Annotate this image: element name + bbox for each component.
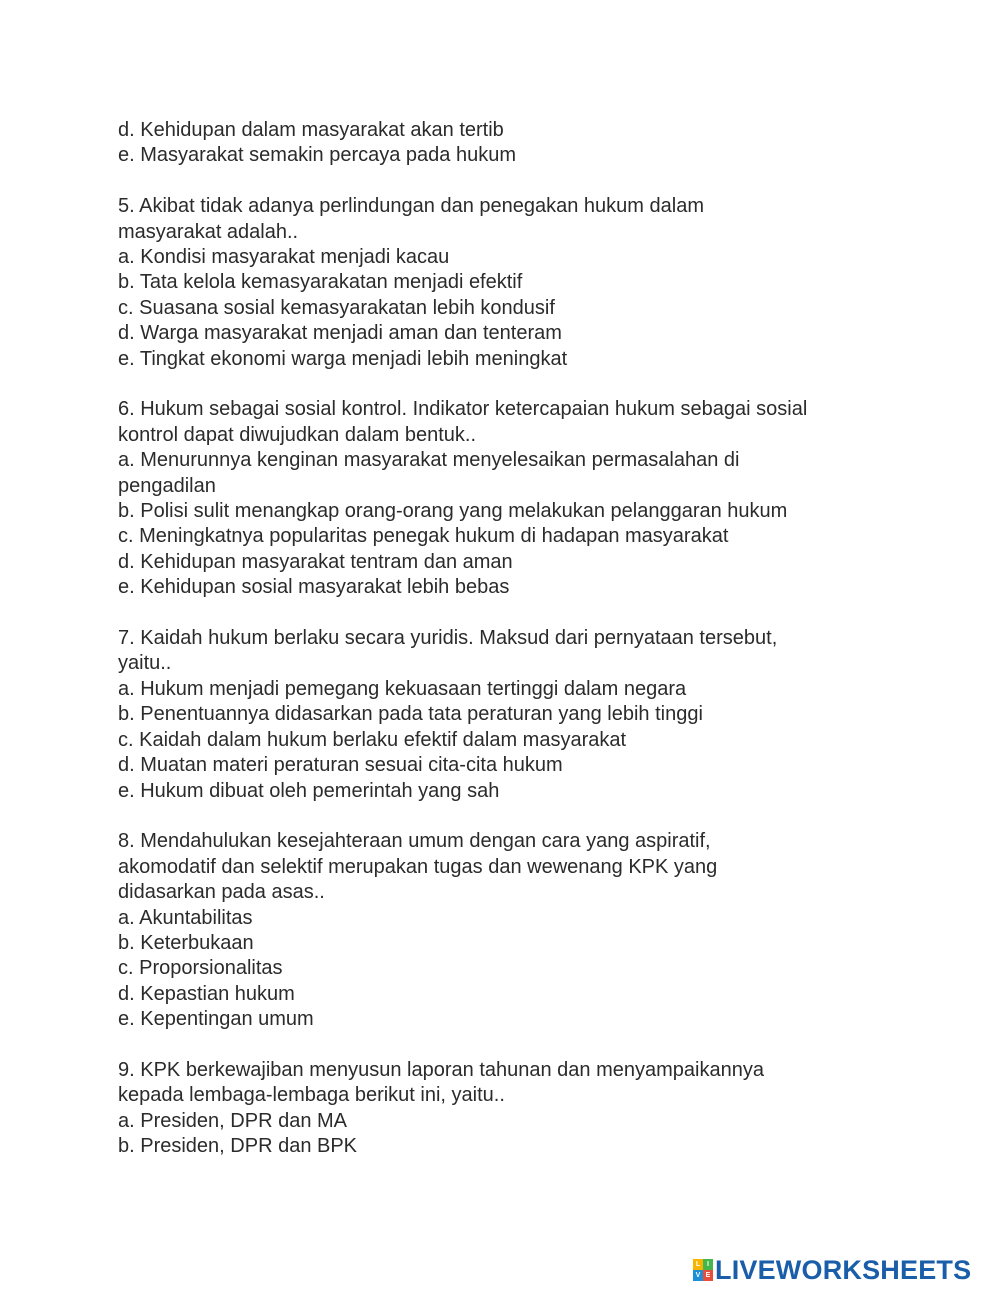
option-line: a. Menurunnya kenginan masyarakat menyelesaikan permasalahan di: [118, 449, 740, 472]
option-line: b. Tata kelola kemasyarakatan menjadi efektif: [118, 271, 523, 294]
logo-mark-letter: V: [693, 1270, 703, 1281]
option-line: d. Muatan materi peraturan sesuai cita-cita hukum: [118, 754, 563, 777]
question-text: yaitu..: [118, 652, 172, 675]
option-line: b. Penentuannya didasarkan pada tata peraturan yang lebih tinggi: [118, 703, 703, 726]
option-line: e. Kepentingan umum: [118, 1008, 314, 1031]
option-line: a. Presiden, DPR dan MA: [118, 1109, 347, 1132]
option-line: c. Suasana sosial kemasyarakatan lebih kondusif: [118, 296, 555, 319]
logo-text: LIVEWORKSHEETS: [715, 1255, 972, 1285]
option-line: c. Kaidah dalam hukum berlaku efektif dalam masyarakat: [118, 728, 627, 751]
logo-mark-letter: I: [703, 1259, 713, 1270]
question-text: didasarkan pada asas..: [118, 881, 325, 904]
question-text: 9. KPK berkewajiban menyusun laporan tahunan dan menyampaikannya: [118, 1058, 764, 1081]
option-line: d. Kehidupan masyarakat tentram dan aman: [118, 550, 513, 573]
option-line: pengadilan: [118, 474, 216, 497]
question-7: [118, 626, 918, 804]
block-gap: [118, 169, 918, 194]
question-9: [118, 1058, 918, 1160]
option-line: d. Kehidupan dalam masyarakat akan tertib: [118, 119, 504, 141]
option-line: e. Kehidupan sosial masyarakat lebih bebas: [118, 576, 510, 599]
question-8: [118, 829, 918, 1032]
option-line: c. Proporsionalitas: [118, 957, 283, 980]
option-line: a. Hukum menjadi pemegang kekuasaan tertinggi dalam negara: [118, 677, 687, 700]
question-text: akomodatif dan selektif merupakan tugas dan wewenang KPK yang: [118, 855, 718, 878]
block-gap: [118, 372, 918, 397]
question-text: kontrol dapat diwujudkan dalam bentuk..: [118, 423, 477, 446]
option-line: b. Polisi sulit menangkap orang-orang yang melakukan pelanggaran hukum: [118, 500, 788, 523]
block-gap: [118, 601, 918, 626]
option-line: d. Kepastian hukum: [118, 982, 295, 1005]
question-4-tail: [118, 118, 918, 169]
option-line: d. Warga masyarakat menjadi aman dan tenteram: [118, 322, 562, 345]
option-line: a. Kondisi masyarakat menjadi kacau: [118, 246, 450, 269]
option-line: e. Masyarakat semakin percaya pada hukum: [118, 144, 516, 167]
option-line: e. Tingkat ekonomi warga menjadi lebih meningkat: [118, 347, 568, 370]
liveworksheets-mark-icon: [693, 1259, 713, 1281]
logo-mark-letter: L: [693, 1259, 703, 1270]
question-text: kepada lembaga-lembaga berikut ini, yaitu..: [118, 1084, 505, 1107]
question-text: 5. Akibat tidak adanya perlindungan dan penegakan hukum dalam: [118, 195, 704, 218]
option-line: c. Meningkatnya popularitas penegak hukum di hadapan masyarakat: [118, 525, 729, 548]
liveworksheets-logo: [693, 1256, 971, 1284]
question-text: 8. Mendahulukan kesejahteraan umum dengan cara yang aspiratif,: [118, 830, 711, 853]
question-text: masyarakat adalah..: [118, 220, 299, 243]
block-gap: [118, 804, 918, 829]
option-line: a. Akuntabilitas: [118, 906, 253, 929]
worksheet-content: [118, 118, 918, 1160]
question-5: [118, 194, 918, 372]
option-line: b. Keterbukaan: [118, 931, 254, 954]
question-text: 6. Hukum sebagai sosial kontrol. Indikator ketercapaian hukum sebagai sosial: [118, 398, 808, 421]
question-6: [118, 397, 918, 600]
question-text: 7. Kaidah hukum berlaku secara yuridis. Maksud dari pernyataan tersebut,: [118, 627, 778, 650]
option-line: e. Hukum dibuat oleh pemerintah yang sah: [118, 779, 500, 802]
block-gap: [118, 1033, 918, 1058]
option-line: b. Presiden, DPR dan BPK: [118, 1135, 358, 1158]
logo-mark-letter: E: [703, 1270, 713, 1281]
